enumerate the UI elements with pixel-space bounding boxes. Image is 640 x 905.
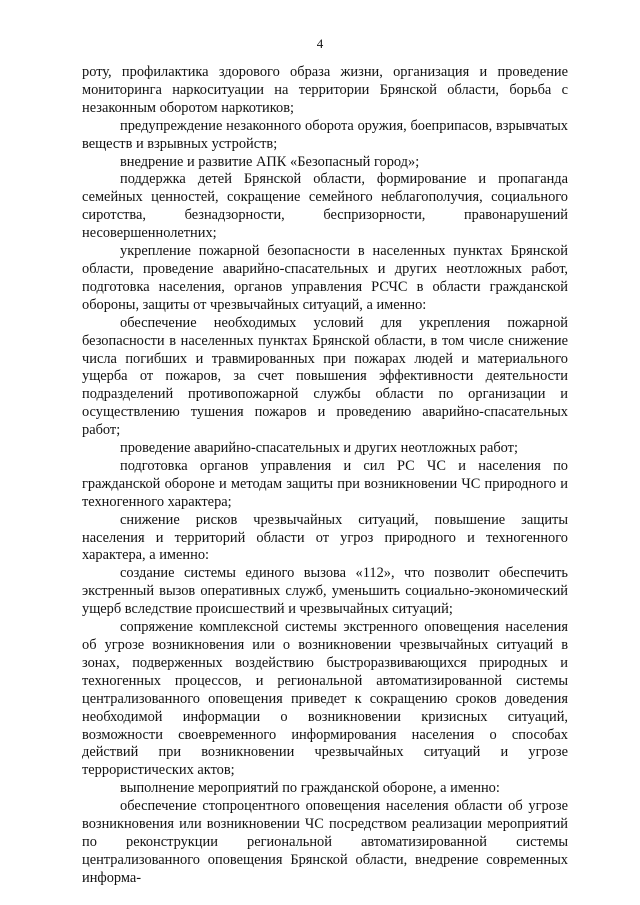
paragraph-children-support: поддержка детей Брянской области, формирование и пропаганда семейных ценностей, сокращение семейного неблагополучия, социального сиротства, безнадзорности, беспризорности, правонарушений несовершеннолетних;	[82, 171, 568, 242]
paragraph-continuation: роту, профилактика здорового образа жизни, организация и проведение мониторинга наркоситуации на территории Брянской области, борьба с незаконным оборотом наркотиков;	[82, 64, 568, 116]
paragraph-risk-reduction: снижение рисков чрезвычайных ситуаций, повышение защиты населения и территорий области от угроз природного и техногенного характера, а именно:	[82, 511, 568, 564]
paragraph-full-alert: обеспечение стопроцентного оповещения населения области об угрозе возникновения или возникновении ЧС посредством реализации мероприятий по реконструкции региональной автоматизированной системы централизованного оповещения Брянской области, внедрение современных информа-	[82, 798, 568, 886]
paragraph-civil-defense: выполнение мероприятий по гражданской обороне, а именно:	[120, 780, 500, 797]
paragraph-alert-system: сопряжение комплексной системы экстренного оповещения населения об угрозе возникновения или о возникновении чрезвычайных ситуаций в зонах, подверженных воздействию быстроразвивающихся природных и техногенных процессов, и региональной автоматизированной системы централизованного оповещения приведет к сокращению сроков доведения необходимой информации о возникновении кризисных ситуаций, возможности своевременного информирования населения о способах действий при возникновении чрезвычайных ситуаций и угрозе террористических актов;	[82, 619, 568, 779]
paragraph-fire-safety: укрепление пожарной безопасности в населенных пунктах Брянской области, проведение аварийно-спасательных и других неотложных работ, подготовка населения, органов управления РСЧС в области гражданской обороны, защиты от чрезвычайных ситуаций, а именно:	[82, 243, 568, 313]
paragraph-112-system: создание системы единого вызова «112», что позволит обеспечить экстренный вызов оперативных служб, уменьшить социально-экономический ущерб вследствие происшествий и чрезвычайных ситуаций;	[82, 565, 568, 618]
paragraph-weapons-prevention: предупреждение незаконного оборота оружия, боеприпасов, взрывчатых веществ и взрывных устройств;	[82, 117, 568, 152]
paragraph-safe-city: внедрение и развитие АПК «Безопасный город»;	[120, 153, 420, 170]
paragraph-civil-defense-training: подготовка органов управления и сил РС ЧС и населения по гражданской обороне и методам защиты при возникновении ЧС природного и техногенного характера;	[82, 457, 568, 510]
paragraph-fire-conditions: обеспечение необходимых условий для укрепления пожарной безопасности в населенных пунктах Брянской области, в том числе снижение числа погибших и травмированных при пожарах людей и материального ущерба от пожаров, за счет повышения эффективности деятельности подразделений противопожарной службы области по организации и осуществлению тушения пожаров и проведению аварийно-спасательных работ;	[82, 314, 568, 439]
document-body	[82, 64, 568, 888]
page-number: 4	[316, 36, 324, 51]
paragraph-rescue-works: проведение аварийно-спасательных и других неотложных работ;	[120, 440, 518, 457]
